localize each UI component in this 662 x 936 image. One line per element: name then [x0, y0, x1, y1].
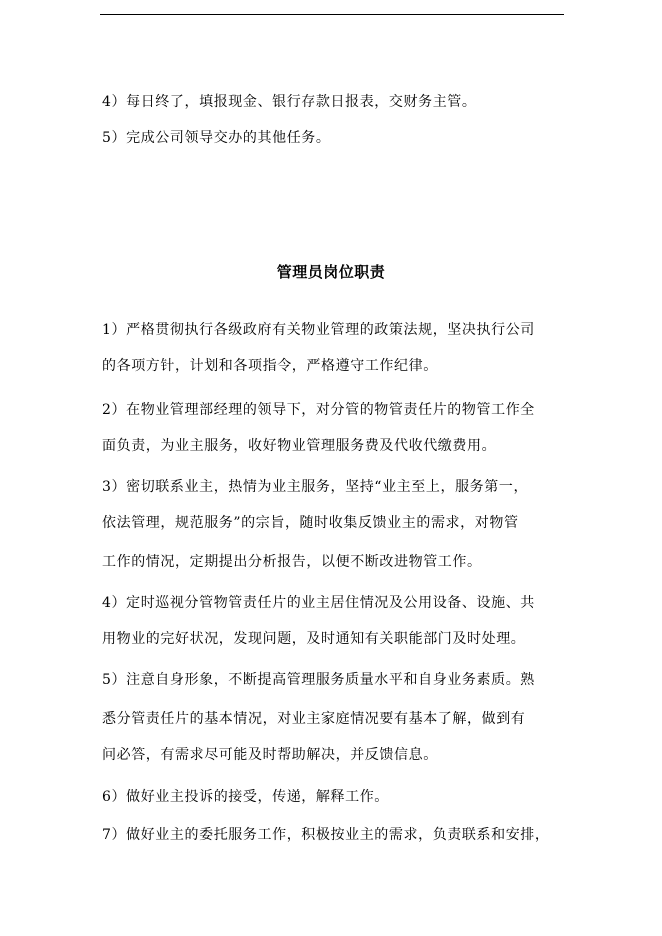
- paragraph-line: 2）在物业管理部经理的领导下，对分管的物管责任片的物管工作全: [102, 402, 535, 418]
- header-rule: [100, 14, 564, 15]
- paragraph-line: 7）做好业主的委托服务工作，积极按业主的需求，负责联系和安排，: [102, 827, 550, 843]
- paragraph-line: 用物业的完好状况，发现问题，及时通知有关职能部门及时处理。: [102, 631, 526, 647]
- section-title: 管理员岗位职责: [276, 263, 386, 281]
- paragraph-line: 悉分管责任片的基本情况，对业主家庭情况要有基本了解，做到有: [102, 711, 526, 727]
- paragraph-line: 面负责，为业主服务，收好物业管理服务费及代收代缴费用。: [102, 438, 497, 454]
- paragraph-line: 5）注意自身形象，不断提高管理服务质量水平和自身业务素质。熟: [102, 672, 535, 688]
- paragraph-line: 6）做好业主投诉的接受，传递，解释工作。: [102, 789, 389, 805]
- paragraph-line: 1）严格贯彻执行各级政府有关物业管理的政策法规，坚决执行公司: [102, 322, 535, 338]
- paragraph-line: 问必答，有需求尽可能及时帮助解决，并反馈信息。: [102, 747, 438, 763]
- paragraph-line: 3）密切联系业主，热情为业主服务，坚持“业主至上，服务第一，: [102, 479, 529, 495]
- paragraph-line: 4）定时巡视分管物管责任片的业主居住情况及公用设备、设施、共: [102, 595, 535, 611]
- duty-item-5-other-tasks: 5）完成公司领导交办的其他任务。: [102, 130, 331, 146]
- duty-item-4-cash-report: 4）每日终了，填报现金、银行存款日报表，交财务主管。: [102, 94, 477, 110]
- paragraph-line: 依法管理，规范服务”的宗旨，随时收集反馈业主的需求，对物管: [102, 515, 519, 531]
- paragraph-line: 工作的情况，定期提出分析报告，以便不断改进物管工作。: [102, 554, 482, 570]
- paragraph-line: 的各项方针，计划和各项指令，严格遵守工作纪律。: [102, 358, 438, 374]
